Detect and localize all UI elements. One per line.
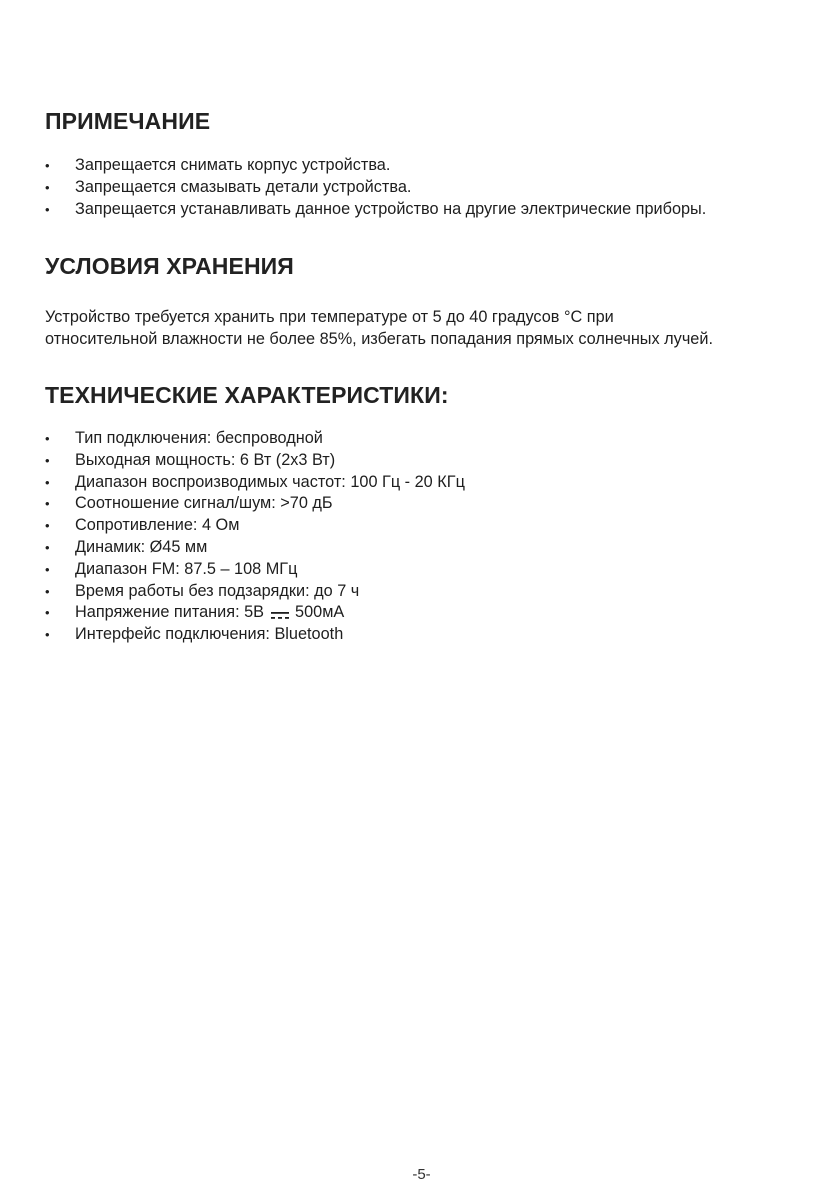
spec-frequency-range: Диапазон воспроизводимых частот: 100 Гц - 20 КГц [75, 472, 465, 491]
bullet-icon: • [45, 561, 50, 577]
storage-heading: УСЛОВИЯ ХРАНЕНИЯ [45, 253, 294, 279]
spec-power-voltage: Напряжение питания: 5В [75, 603, 265, 622]
spec-speaker: Динамик: Ø45 мм [75, 537, 208, 556]
spec-output-power: Выходная мощность: 6 Вт (2х3 Вт) [75, 450, 336, 469]
bullet-icon: • [45, 539, 50, 555]
spec-interface: Интерфейс подключения: Bluetooth [75, 625, 344, 644]
bullet-icon: • [45, 605, 50, 621]
spec-impedance: Сопротивление: 4 Ом [75, 516, 240, 535]
spec-connection-type: Тип подключения: беспроводной [75, 429, 323, 447]
bullet-icon: • [45, 201, 50, 217]
dc-current-icon [271, 606, 289, 616]
note-item-text: Запрещается устанавливать данное устройство на другие электрические приборы. [75, 199, 707, 218]
note-item-text: Запрещается смазывать детали устройства. [75, 177, 412, 196]
spec-power-current: 500мА [295, 603, 345, 622]
storage-text-line-1: Устройство требуется хранить при температуре от 5 до 40 градусов °С при [45, 308, 614, 326]
bullet-icon: • [45, 583, 50, 599]
spec-fm-range: Диапазон FM: 87.5 – 108 МГц [75, 559, 298, 578]
bullet-icon: • [45, 518, 50, 534]
bullet-icon: • [45, 452, 50, 468]
bullet-icon: • [45, 179, 50, 195]
note-item-text: Запрещается снимать корпус устройства. [75, 156, 391, 174]
spec-snr: Соотношение сигнал/шум: >70 дБ [75, 494, 333, 513]
bullet-icon: • [45, 496, 50, 512]
specs-heading: ТЕХНИЧЕСКИЕ ХАРАКТЕРИСТИКИ: [45, 382, 449, 408]
bullet-icon: • [45, 158, 50, 173]
note-heading: ПРИМЕЧАНИЕ [45, 108, 211, 134]
page-number: -5- [412, 1166, 431, 1183]
spec-power-supply [75, 602, 344, 624]
storage-text-line-2: относительной влажности не более 85%, избегать попадания прямых солнечных лучей. [45, 330, 713, 348]
bullet-icon: • [45, 474, 50, 490]
bullet-icon: • [45, 627, 50, 643]
bullet-icon: • [45, 431, 50, 446]
spec-battery-life: Время работы без подзарядки: до 7 ч [75, 581, 360, 600]
